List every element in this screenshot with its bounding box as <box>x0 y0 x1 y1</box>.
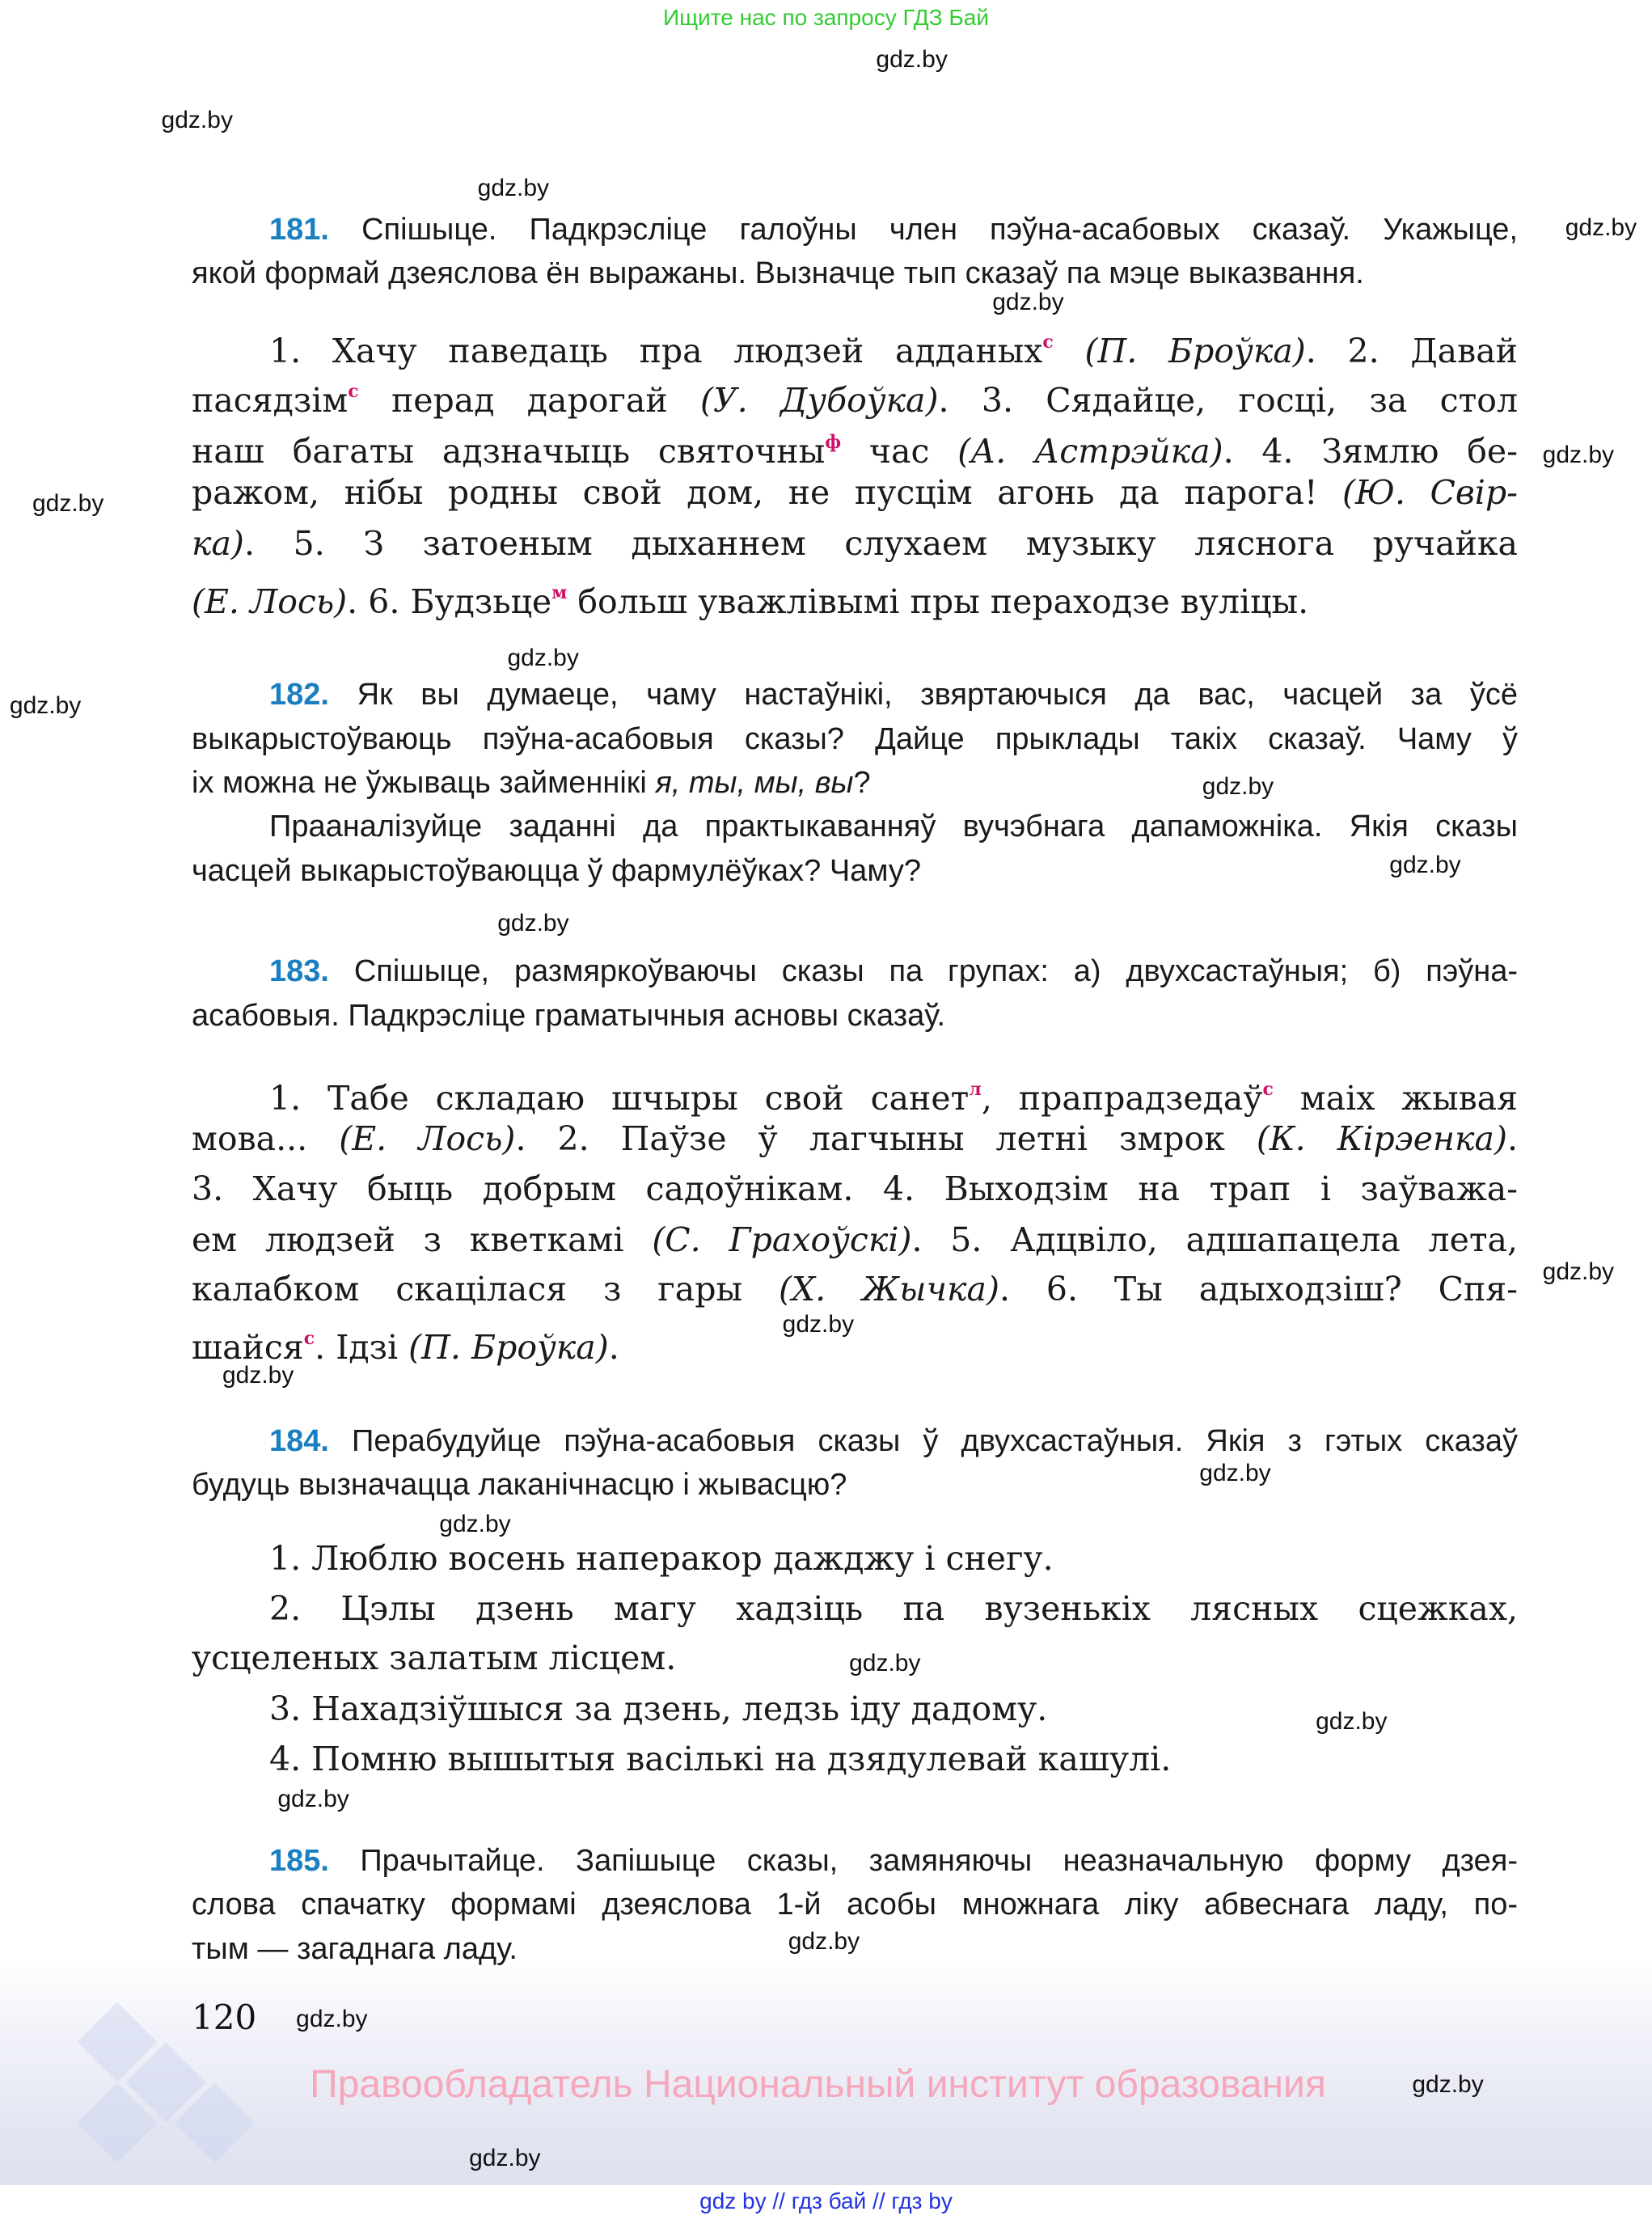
text-segment: перад дарогай <box>358 381 700 421</box>
text-segment: часцей выкарыстоўваюцца ў фармулёўках? Чаму? <box>192 853 921 888</box>
author-citation: я, ты, мы, вы <box>655 766 854 801</box>
watermark-gdz: gdz.by <box>9 692 82 720</box>
watermark-gdz: gdz.by <box>222 1362 294 1389</box>
text-segment: наш багаты адзначыць святочны <box>192 432 826 471</box>
watermark-gdz: gdz.by <box>1202 773 1274 801</box>
watermark-gdz: gdz.by <box>477 175 550 202</box>
exercise-text-line <box>192 366 1518 425</box>
text-segment: , прапрадзедаў <box>981 1078 1263 1118</box>
watermark-gdz: gdz.by <box>497 909 569 937</box>
text-segment: Спішыце, размяркоўваючы сказы па групах: а) двухсастаўныя; б) пэўна- <box>328 954 1518 989</box>
watermark-gdz: gdz.by <box>507 644 579 671</box>
author-citation: (П. Броўка) <box>1084 331 1306 370</box>
text-segment: ражом, нібы родны свой дом, не пусцім агонь да парога! <box>192 472 1343 512</box>
text-segment: Як вы думаеце, чаму настаўнікі, звяртаючыся да вас, часцей за ўсё <box>328 678 1518 712</box>
text-segment: калабком скацілася з гары <box>192 1270 779 1309</box>
exercise-text-line <box>269 1533 1518 1583</box>
footnote-marker: ф <box>825 432 842 454</box>
author-citation: (К. Кірэенка) <box>1256 1119 1507 1159</box>
watermark-gdz: gdz.by <box>469 2145 541 2172</box>
text-segment: якой формай дзеяслова ён выражаны. Вызначце тып сказаў па мэце выказвання. <box>192 256 1364 291</box>
text-segment: . 2. Паўзе ў лагчыны летні змрок <box>515 1119 1257 1159</box>
watermark-gdz: gdz.by <box>849 1650 921 1677</box>
author-citation: (Е. Лось) <box>192 582 348 622</box>
watermark-gdz: gdz.by <box>277 1786 349 1813</box>
footnote-marker: с <box>303 1328 315 1350</box>
instruction-line <box>192 994 1518 1038</box>
author-citation: ка) <box>192 523 244 563</box>
exercise-text-line <box>192 1215 1518 1265</box>
exercise-text-line <box>192 1310 1518 1372</box>
footnote-marker: с <box>348 381 359 403</box>
watermark-gdz: gdz.by <box>161 107 233 134</box>
exercise-text-line <box>192 1114 1518 1164</box>
instruction-line <box>192 1927 1518 1971</box>
exercise-text-line <box>192 1164 1518 1214</box>
text-segment: 2. Цэлы дзень магу хадзіць па вузенькіх лясных сцежках, <box>269 1588 1518 1628</box>
text-segment: тым — загаднага ладу. <box>192 1931 518 1966</box>
author-citation: (Е. Лось) <box>339 1119 516 1159</box>
footnote-marker: м <box>551 582 568 604</box>
text-segment: усцеленых залатым лісцем. <box>192 1638 677 1678</box>
text-segment: выкарыстоўваюць пэўна-асабовыя сказы? Дайце прыклады такіх сказаў. Чаму ў <box>192 721 1518 756</box>
exercise-text-line <box>192 1633 1518 1683</box>
text-segment: Прааналізуйце заданні да практыкаванняў вучэбнага дапаможніка. Якія сказы <box>269 810 1518 844</box>
instruction-line <box>192 717 1518 761</box>
text-segment: . 4. Зямлю бе- <box>1223 432 1519 471</box>
exercise-text-line <box>192 568 1518 627</box>
author-citation: (П. Броўка) <box>408 1328 609 1368</box>
watermark-gdz: gdz.by <box>1542 1258 1615 1286</box>
text-segment: 3. Нахадзіўшыся за дзень, ледзь іду дадому. <box>269 1689 1048 1729</box>
author-citation: (Ю. Свір- <box>1342 472 1518 512</box>
instruction-line <box>269 949 1518 993</box>
text-segment: 1. Люблю восень наперакор дажджу і снегу. <box>269 1539 1054 1579</box>
instruction-line <box>192 761 1518 805</box>
text-segment: . Ідзі <box>315 1328 409 1368</box>
instruction-line <box>192 252 1518 295</box>
text-segment: Спішыце. Падкрэсліце галоўны член пэўна-асабовых сказаў. Укажыце, <box>328 213 1518 247</box>
watermark-gdz: gdz.by <box>296 2006 368 2033</box>
text-segment: . 5. З затоеным дыханнем слухаем музыку ляснога ручайка <box>243 523 1518 563</box>
text-segment: . 5. Адцвіло, адшапацела лета, <box>911 1220 1518 1259</box>
exercise-text-line <box>269 1684 1518 1734</box>
text-segment: Прачытайце. Запішыце сказы, замяняючы неазначальную форму дзея- <box>328 1843 1518 1878</box>
text-segment: ? <box>853 766 871 801</box>
instruction-line <box>269 1419 1518 1463</box>
author-citation: (У. Дубоўка) <box>699 381 939 421</box>
exercise-number: 185. <box>269 1843 329 1878</box>
watermark-gdz: gdz.by <box>1389 851 1461 878</box>
watermark-gdz: gdz.by <box>1316 1707 1388 1735</box>
watermark-gdz: gdz.by <box>1412 2070 1484 2098</box>
exercise-number: 182. <box>269 678 329 712</box>
text-segment: шайся <box>192 1328 304 1368</box>
instruction-line <box>269 208 1518 252</box>
exercise-text-line <box>269 1734 1518 1784</box>
text-segment: іх можна не ўжываць займеннікі <box>192 766 656 801</box>
instruction-line <box>192 849 1518 893</box>
watermark-gdz: gdz.by <box>1199 1460 1271 1487</box>
text-segment <box>1054 332 1085 370</box>
exercise-number: 183. <box>269 954 329 989</box>
text-segment: асабовыя. Падкрэсліце граматычныя асновы сказаў. <box>192 998 946 1033</box>
instruction-line <box>192 1883 1518 1926</box>
instruction-line <box>269 1839 1518 1883</box>
exercise-text-line <box>192 1264 1518 1314</box>
text-segment: . 3. Сядайце, госці, за стол <box>938 381 1518 421</box>
exercise-text-line <box>192 467 1518 518</box>
text-segment: слова спачатку формамі дзеяслова 1-й асобы множнага ліку абвеснага ладу, по- <box>192 1888 1518 1922</box>
watermark-gdz: gdz.by <box>1542 441 1615 468</box>
page-number: 120 <box>192 1998 257 2037</box>
text-segment: ем людзей з кветкамі <box>192 1220 653 1259</box>
watermark-gdz: gdz.by <box>788 1927 860 1955</box>
author-citation: (А. Астрэйка) <box>957 432 1223 471</box>
text-segment: 4. Помню вышытыя васількі на дзядулевай кашулі. <box>269 1739 1172 1778</box>
author-citation: (Х. Жычка) <box>778 1270 999 1309</box>
instruction-line <box>269 805 1518 848</box>
text-segment: Перабудуйце пэўна-асабовыя сказы ў двухсастаўныя. Якія з гэтых сказаў <box>328 1423 1518 1458</box>
text-segment: . 2. Давай <box>1305 331 1518 370</box>
footnote-marker: с <box>1042 331 1054 353</box>
exercise-number: 181. <box>269 213 329 247</box>
instruction-line <box>269 673 1518 717</box>
text-segment: будуць вызначацца лаканічнасцю і жывасцю? <box>192 1468 847 1503</box>
exercise-text-line <box>192 518 1518 569</box>
text-segment: 3. Хачу быць добрым садоўнікам. 4. Выходзім на трап і заўважа- <box>192 1169 1518 1208</box>
text-segment: . <box>1506 1119 1519 1159</box>
watermark-gdz: gdz.by <box>876 45 948 73</box>
watermark-gdz: gdz.by <box>1565 214 1637 242</box>
watermark-gdz: gdz.by <box>439 1511 511 1538</box>
exercise-text-line <box>269 1583 1518 1634</box>
text-segment: . <box>608 1328 619 1368</box>
text-segment: 1. Табе складаю шчыры свой санет <box>269 1078 970 1118</box>
footnote-marker: л <box>969 1078 982 1100</box>
text-segment: маіх жывая <box>1273 1078 1518 1118</box>
text-segment: . 6. Ты адыходзіш? Спя- <box>999 1270 1518 1309</box>
text-segment: час <box>841 432 958 471</box>
text-segment: . 6. Будзьце <box>347 582 552 622</box>
text-segment: больш уважлівымі пры пераходзе вуліцы. <box>567 582 1309 622</box>
watermark-gdz: gdz.by <box>992 288 1064 315</box>
rights-notice: Правообладатель Национальный институт образования <box>310 2063 1326 2106</box>
bottom-links[interactable]: gdz by // гдз бай // гдз by <box>699 2188 953 2213</box>
top-search-note[interactable]: Ищите нас по запросу ГДЗ Бай <box>662 5 990 30</box>
watermark-gdz: gdz.by <box>782 1310 855 1338</box>
text-segment: 1. Хачу паведаць пра людзей адданых <box>269 331 1043 370</box>
footnote-marker: с <box>1262 1078 1274 1100</box>
watermark-gdz: gdz.by <box>32 489 104 517</box>
text-segment: пасядзім <box>192 381 349 421</box>
author-citation: (С. Грахоўскі) <box>652 1220 912 1259</box>
exercise-number: 184. <box>269 1423 329 1458</box>
text-segment: мова... <box>192 1119 340 1159</box>
instruction-line <box>192 1463 1518 1507</box>
